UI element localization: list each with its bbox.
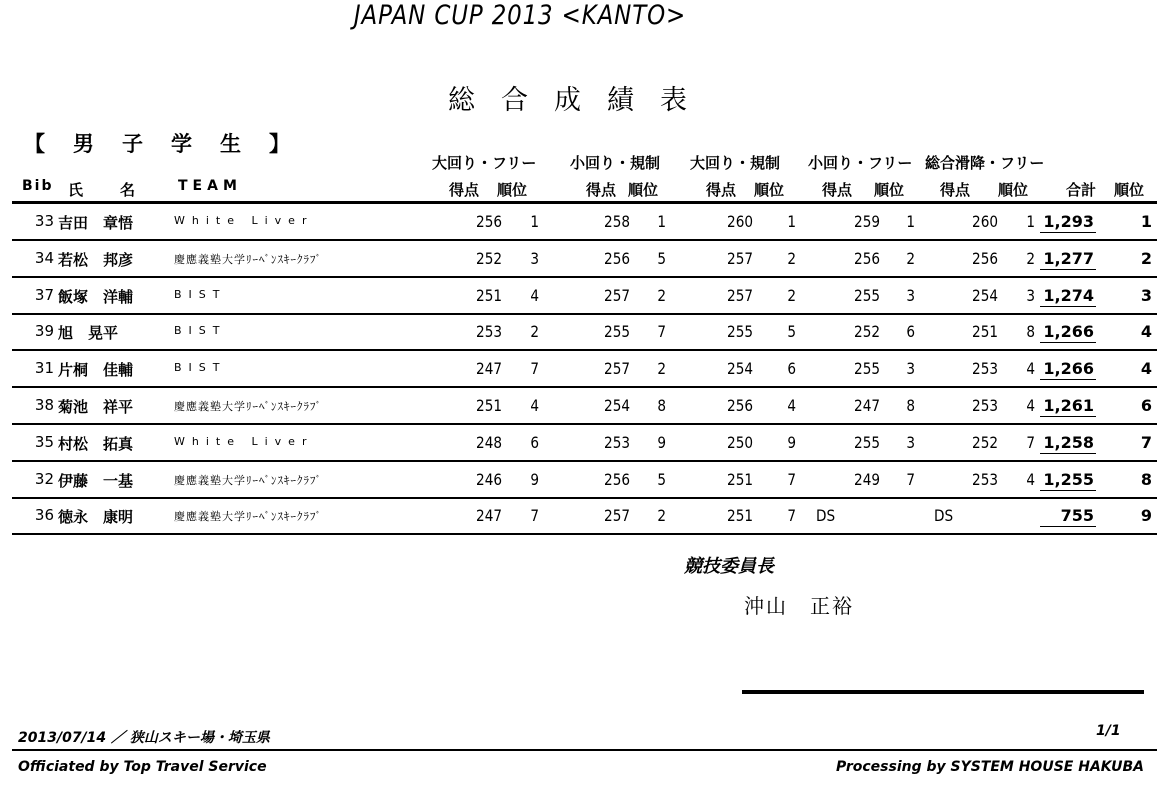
event-score: 247: [476, 506, 502, 526]
athlete-name: 伊藤 一基: [58, 471, 134, 490]
table-row: [0, 425, 1164, 462]
event-rank: 1: [906, 212, 915, 231]
athlete-name: 徳永 康明: [58, 508, 134, 527]
signature-title: 競技委員長: [684, 556, 774, 577]
document-title: JAPAN CUP 2013 <KANTO>: [353, 0, 687, 31]
name-header-a: 氏: [68, 181, 84, 199]
team-name: 慶應義塾大学ﾘｰﾍﾞﾝｽｷｰｸﾗﾌﾞ: [174, 252, 322, 266]
final-rank: 9: [1140, 506, 1152, 526]
table-row: [0, 498, 1164, 535]
event-rank: 2: [657, 285, 666, 305]
team-name: 慶應義塾大学ﾘｰﾍﾞﾝｽｷｰｸﾗﾌﾞ: [174, 473, 322, 487]
event-rank: 3: [906, 432, 915, 452]
event-rank: 7: [906, 469, 915, 489]
event-score: 257: [727, 285, 753, 305]
rank-header-4: 順位: [874, 181, 905, 199]
total-underline: [1040, 379, 1096, 380]
event-rank: 2: [657, 359, 666, 379]
event-header-4: 小回り・フリー: [808, 154, 913, 172]
total-underline: [1040, 232, 1096, 233]
event-rank: 7: [787, 469, 796, 489]
event-rank: 8: [906, 396, 915, 415]
event-rank: 9: [787, 432, 796, 452]
event-score: 251: [727, 469, 753, 489]
total-score: 1,261: [1043, 396, 1094, 415]
event-rank: 2: [530, 322, 539, 342]
event-rank: 6: [787, 359, 796, 379]
final-rank: 4: [1140, 359, 1152, 379]
event-score: 256: [727, 396, 753, 415]
bib-cell: 34: [34, 248, 54, 267]
bib-cell: 32: [34, 469, 54, 488]
athlete-name: 村松 拓真: [58, 434, 134, 453]
athlete-name: 菊池 祥平: [58, 398, 134, 416]
team-name: White Liver: [174, 214, 314, 227]
team-name: BIST: [174, 361, 227, 375]
event-rank: 7: [1026, 432, 1035, 452]
event-score: 257: [604, 506, 630, 526]
results-heading: 総合成績表: [448, 85, 713, 116]
event-score: 257: [604, 285, 630, 305]
event-rank: 7: [530, 506, 539, 526]
team-header: TEAM: [178, 178, 242, 194]
table-row: [0, 278, 1164, 315]
event-rank: 7: [787, 506, 796, 526]
event-score: 253: [972, 396, 998, 415]
event-score: 251: [972, 322, 998, 342]
bib-cell: 31: [34, 359, 54, 378]
event-score: 253: [476, 322, 502, 342]
event-score: 255: [854, 432, 880, 452]
event-rank: 7: [530, 359, 539, 379]
total-underline: [1040, 306, 1096, 307]
event-rank: 2: [787, 248, 796, 268]
event-score: DS: [934, 506, 954, 526]
event-rank: 5: [787, 322, 796, 342]
event-header-5: 総合滑降・フリー: [925, 154, 1045, 172]
event-rank: 2: [657, 506, 666, 526]
bib-cell: 39: [34, 322, 54, 341]
total-score: 1,266: [1043, 359, 1094, 379]
event-rank: 8: [657, 396, 666, 415]
team-name: White Liver: [174, 434, 314, 448]
bib-cell: 38: [34, 396, 54, 414]
event-score: 247: [476, 359, 502, 379]
event-score: 254: [972, 285, 998, 305]
final-rank: 7: [1140, 432, 1152, 452]
event-score: 250: [727, 432, 753, 452]
event-score: 252: [476, 248, 502, 268]
event-score: 256: [604, 248, 630, 268]
event-score: 255: [604, 322, 630, 342]
signature-line: [742, 690, 1144, 694]
row-divider: [12, 533, 1157, 535]
event-rank: 2: [906, 248, 915, 268]
final-rank: 2: [1140, 248, 1152, 268]
bib-cell: 36: [34, 506, 54, 525]
event-score: 255: [727, 322, 753, 342]
event-rank: 9: [657, 432, 666, 452]
event-rank: 7: [657, 322, 666, 342]
event-score: DS: [816, 506, 836, 526]
event-score: 257: [604, 359, 630, 379]
event-rank: 2: [787, 285, 796, 305]
event-rank: 8: [1026, 322, 1035, 342]
final-rank-header: 順位: [1114, 181, 1145, 199]
score-header-4: 得点: [822, 181, 853, 199]
team-name: BIST: [174, 287, 227, 301]
event-score: 246: [476, 469, 502, 489]
final-rank: 1: [1140, 212, 1152, 231]
total-underline: [1040, 269, 1096, 270]
event-header-3: 大回り・規制: [690, 154, 781, 172]
date-venue: 2013/07/14 ／ 狭山スキー場・埼玉県: [18, 730, 270, 746]
event-rank: 4: [530, 285, 539, 305]
event-rank: 1: [530, 212, 539, 231]
event-score: 260: [972, 212, 998, 231]
score-header-3: 得点: [706, 181, 737, 199]
event-rank: 4: [1026, 359, 1035, 379]
event-rank: 4: [530, 396, 539, 415]
event-score: 253: [972, 359, 998, 379]
event-score: 259: [854, 212, 880, 231]
score-header-5: 得点: [940, 181, 971, 199]
event-rank: 1: [657, 212, 666, 231]
rank-header-5: 順位: [998, 181, 1029, 199]
score-header-1: 得点: [449, 181, 480, 199]
category-heading: 【男子学生】: [24, 132, 318, 156]
final-rank: 3: [1140, 285, 1152, 305]
page-number: 1/1: [1096, 723, 1121, 739]
total-header: 合計: [1066, 181, 1097, 199]
signature-name: 沖山 正裕: [744, 594, 854, 618]
event-rank: 3: [906, 359, 915, 379]
event-rank: 5: [657, 248, 666, 268]
athlete-name: 飯塚 洋輔: [58, 287, 134, 306]
athlete-name: 吉田 章悟: [58, 214, 134, 232]
total-score: 1,266: [1043, 322, 1094, 342]
total-underline: [1040, 526, 1096, 527]
footer-rule: [12, 749, 1157, 751]
event-rank: 1: [1026, 212, 1035, 231]
table-row: [0, 388, 1164, 425]
event-header-1: 大回り・フリー: [432, 154, 537, 172]
event-score: 256: [476, 212, 502, 231]
event-score: 256: [972, 248, 998, 268]
event-score: 254: [727, 359, 753, 379]
total-underline: [1040, 342, 1096, 343]
athlete-name: 若松 邦彦: [58, 250, 134, 269]
officiated-by: Officiated by Top Travel Service: [18, 759, 267, 775]
rank-header-2: 順位: [628, 181, 659, 199]
event-score: 248: [476, 432, 502, 452]
event-score: 252: [854, 322, 880, 342]
event-score: 251: [476, 285, 502, 305]
total-underline: [1040, 416, 1096, 417]
bib-cell: 33: [34, 212, 54, 230]
event-score: 249: [854, 469, 880, 489]
event-score: 258: [604, 212, 630, 231]
event-rank: 6: [906, 322, 915, 342]
event-score: 253: [972, 469, 998, 489]
event-score: 251: [727, 506, 753, 526]
event-score: 253: [604, 432, 630, 452]
event-score: 257: [727, 248, 753, 268]
event-score: 251: [476, 396, 502, 415]
event-rank: 3: [530, 248, 539, 268]
total-underline: [1040, 490, 1096, 491]
athlete-name: 旭 晃平: [58, 324, 119, 343]
total-score: 755: [1060, 506, 1094, 526]
team-name: 慶應義塾大学ﾘｰﾍﾞﾝｽｷｰｸﾗﾌﾞ: [174, 400, 322, 413]
final-rank: 8: [1140, 469, 1152, 489]
event-rank: 2: [1026, 248, 1035, 268]
table-row: [0, 351, 1164, 388]
event-rank: 4: [787, 396, 796, 415]
final-rank: 6: [1140, 396, 1152, 415]
total-score: 1,255: [1043, 469, 1094, 489]
team-name: BIST: [174, 324, 227, 338]
event-rank: 9: [530, 469, 539, 489]
final-rank: 4: [1140, 322, 1152, 342]
event-score: 256: [604, 469, 630, 489]
total-score: 1,274: [1043, 285, 1094, 305]
event-score: 255: [854, 285, 880, 305]
event-rank: 4: [1026, 396, 1035, 415]
athlete-name: 片桐 佳輔: [58, 361, 134, 380]
event-rank: 3: [1026, 285, 1035, 305]
rank-header-3: 順位: [754, 181, 785, 199]
event-score: 247: [854, 396, 880, 415]
table-row: [0, 314, 1164, 351]
team-name: 慶應義塾大学ﾘｰﾍﾞﾝｽｷｰｸﾗﾌﾞ: [174, 510, 322, 524]
event-rank: 6: [530, 432, 539, 452]
rank-header-1: 順位: [497, 181, 528, 199]
event-score: 256: [854, 248, 880, 268]
event-header-2: 小回り・規制: [570, 154, 661, 172]
event-rank: 5: [657, 469, 666, 489]
total-underline: [1040, 453, 1096, 454]
total-score: 1,277: [1043, 248, 1094, 268]
event-rank: 4: [1026, 469, 1035, 489]
total-score: 1,258: [1043, 432, 1094, 452]
score-header-2: 得点: [586, 181, 617, 199]
bib-header: Bib: [22, 178, 54, 194]
bib-cell: 37: [34, 285, 54, 304]
name-header-b: 名: [120, 181, 136, 199]
table-row: [0, 462, 1164, 499]
processing-by: Processing by SYSTEM HOUSE HAKUBA: [836, 759, 1144, 775]
table-row: [0, 204, 1164, 241]
event-rank: 1: [787, 212, 796, 231]
bib-cell: 35: [34, 432, 54, 451]
event-score: 255: [854, 359, 880, 379]
event-score: 252: [972, 432, 998, 452]
table-row: [0, 241, 1164, 278]
event-rank: 3: [906, 285, 915, 305]
event-score: 260: [727, 212, 753, 231]
total-score: 1,293: [1043, 212, 1094, 231]
event-score: 254: [604, 396, 630, 415]
